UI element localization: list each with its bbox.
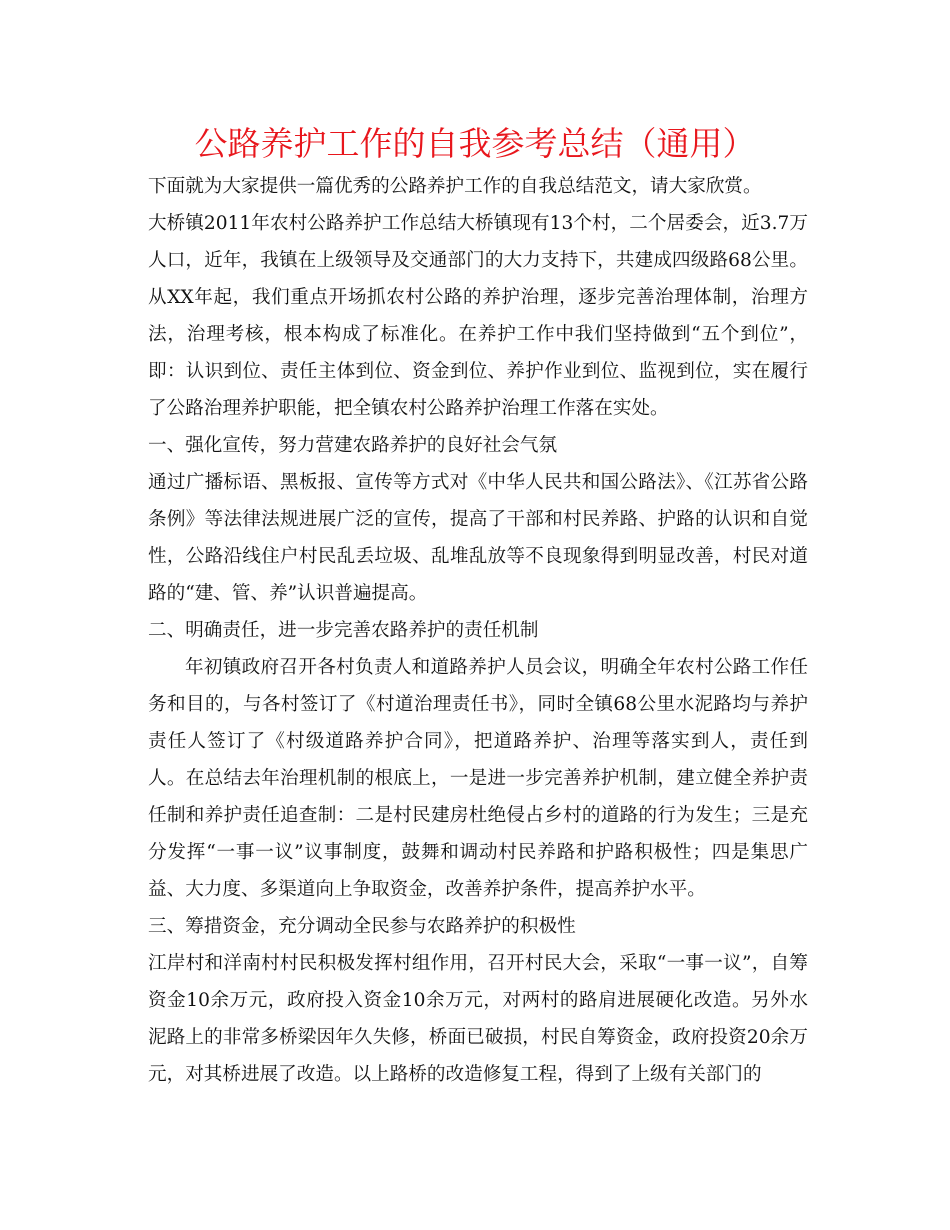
document-title: 公路养护工作的自我参考总结（通用） [194,124,756,163]
document-body [148,168,808,1093]
paragraph-overview: 大桥镇2011年农村公路养护工作总结大桥镇现有13个村，二个居委会，近3.7万人口，近年，我镇在上级领导及交通部门的大力支持下，共建成四级路68公里。从XX年起，我们重点开场抓农村公路的养护治理，逐步完善治理体制，治理方法，治理考核，根本构成了标准化。在养护工作中我们坚持做到“五个到位”，即：认识到位、责任主体到位、资金到位、养护作业到位、监视到位，实在履行了公路治理养护职能，把全镇农村公路养护治理工作落在实处。 [148,213,808,419]
section-heading-3: 三、筹措资金，充分调动全民参与农路养护的积极性 [148,916,576,937]
paragraph-section-1: 通过广播标语、黑板报、宣传等方式对《中华人民共和国公路法》、《江苏省公路条例》等法律法规进展广泛的宣传，提高了干部和村民养路、护路的认识和自觉性，公路沿线住户村民乱丢垃圾、乱堆乱放等不良现象得到明显改善，村民对道路的“建、管、养”认识普遍提高。 [148,472,808,604]
section-heading-1: 一、强化宣传，努力营建农路养护的良好社会气氛 [148,435,558,456]
paragraph-intro: 下面就为大家提供一篇优秀的公路养护工作的自我总结范文，请大家欣赏。 [148,176,762,197]
paragraph-section-3: 江岸村和洋南村村民积极发挥村组作用，召开村民大会，采取“一事一议”，自筹资金10余万元，政府投入资金10余万元，对两村的路肩进展硬化改造。另外水泥路上的非常多桥梁因年久失修，桥面已破损，村民自筹资金，政府投资20余万元，对其桥进展了改造。以上路桥的改造修复工程，得到了上级有关部门的 [148,953,808,1085]
section-heading-2: 二、明确责任，进一步完善农路养护的责任机制 [148,620,539,641]
paragraph-section-2: 年初镇政府召开各村负责人和道路养护人员会议，明确全年农村公路工作任务和目的，与各村签订了《村道治理责任书》，同时全镇68公里水泥路均与养护责任人签订了《村级道路养护合同》，把道路养护、治理等落实到人，责任到人。在总结去年治理机制的根底上，一是进一步完善养护机制，建立健全养护责任制和养护责任追查制：二是村民建房杜绝侵占乡村的道路的行为发生；三是充分发挥“一事一议”议事制度，鼓舞和调动村民养路和护路积极性；四是集思广益、大力度、多渠道向上争取资金，改善养护条件，提高养护水平。 [148,657,808,900]
